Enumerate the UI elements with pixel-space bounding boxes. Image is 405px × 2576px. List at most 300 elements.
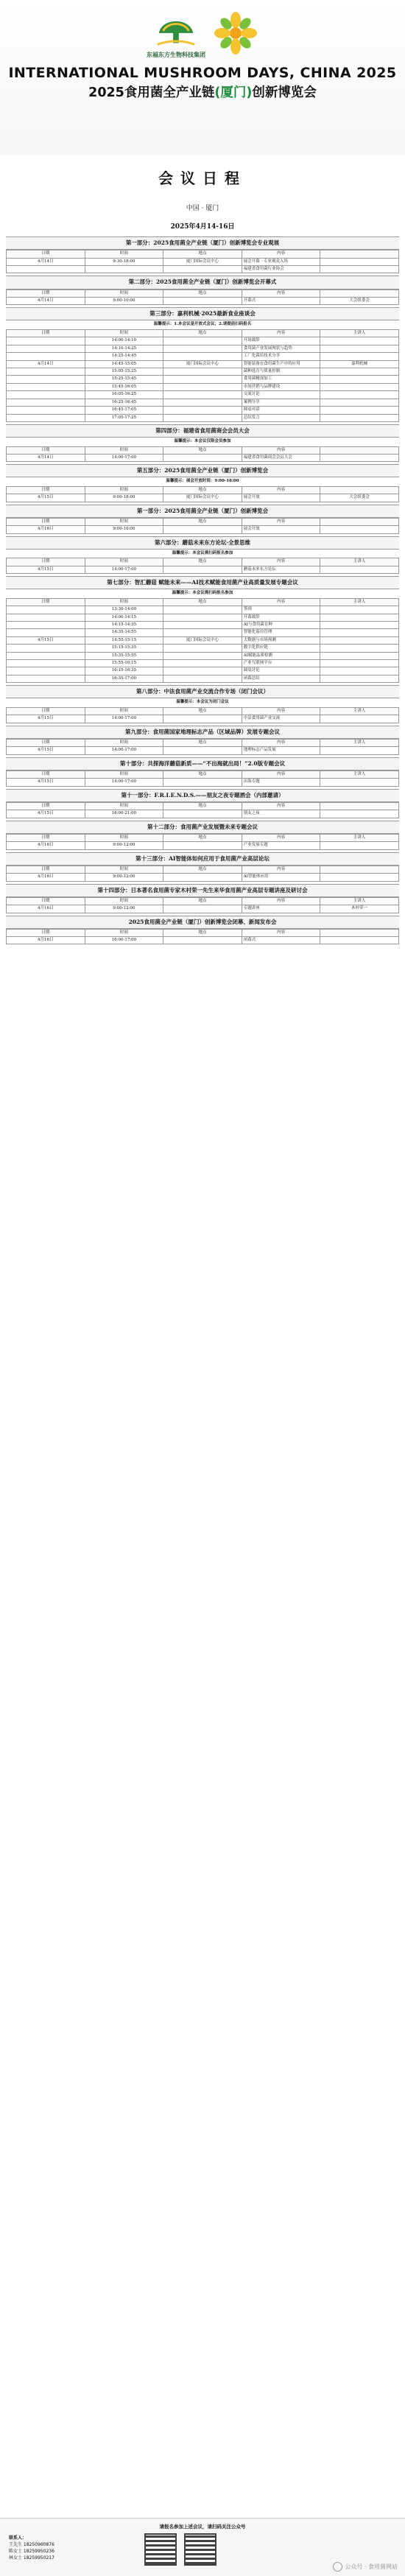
column-header: 内容 — [242, 486, 320, 494]
agenda-table — [6, 289, 399, 306]
table-cell — [320, 810, 399, 818]
column-header: 时间 — [85, 802, 163, 810]
table-header-row — [7, 289, 399, 297]
table-cell: 14:00-14:10 — [85, 337, 163, 345]
table-cell — [163, 454, 242, 461]
section-note: 温馨提示：1.本会议是开放式会议；2.请提前扫码报名 — [153, 322, 252, 327]
column-header: 内容 — [242, 897, 320, 905]
table-cell — [163, 391, 242, 399]
section-title: 第一部分：2025食用菌全产业链（厦门）创新博览会专业观展 — [6, 236, 399, 250]
column-header: 内容 — [242, 518, 320, 525]
table-row — [7, 407, 399, 414]
table-row — [7, 258, 399, 265]
agenda-section — [6, 916, 399, 945]
agenda-table — [6, 802, 399, 818]
table-cell: 4月16日 — [7, 874, 85, 881]
table-cell — [320, 353, 399, 360]
column-header: 日期 — [7, 289, 85, 297]
column-header: 日期 — [7, 250, 85, 258]
table-header-row — [7, 771, 399, 778]
table-cell: 16:05-16:25 — [85, 391, 163, 399]
column-header: 地点 — [163, 558, 242, 566]
table-cell: 4月15日 — [7, 747, 85, 754]
table-row — [7, 779, 399, 786]
table-cell — [163, 606, 242, 614]
table-cell: 4月15日 — [7, 566, 85, 573]
table-cell: 9:00-12:00 — [85, 905, 163, 913]
section-title: 第十四部分：日本著名食用菌专家木村荣一先生来华食用菌产业高层专题讲座及研讨会 — [6, 884, 399, 897]
column-header: 地点 — [163, 771, 242, 778]
table-header-row — [7, 929, 399, 936]
table-cell: 14:55-15:15 — [85, 636, 163, 644]
table-row — [7, 337, 399, 345]
table-cell — [163, 621, 242, 628]
table-cell: 展会开放 — [242, 494, 320, 502]
table-cell — [320, 645, 399, 652]
table-cell: 工厂化栽培技术分享 — [242, 353, 320, 360]
table-cell: 9:00-18:00 — [85, 494, 163, 502]
agenda-section — [6, 307, 399, 422]
column-header: 内容 — [242, 329, 320, 337]
column-header: 时间 — [85, 707, 163, 715]
column-header: 日期 — [7, 897, 85, 905]
contact-item: 林女士 18259950217 — [9, 2555, 54, 2561]
table-cell: 9:30-18:00 — [85, 258, 163, 265]
table-cell: 15:05-15:25 — [85, 368, 163, 376]
table-cell — [7, 337, 85, 345]
column-header: 内容 — [242, 739, 320, 746]
table-row — [7, 660, 399, 667]
column-header: 地点 — [163, 446, 242, 454]
table-cell: 4月16日 — [7, 526, 85, 533]
table-cell — [7, 265, 85, 273]
logos — [0, 0, 405, 59]
table-cell: 智能装备在食用菌生产中的应用 — [242, 360, 320, 368]
column-header: 主讲人 — [320, 598, 399, 606]
table-cell — [320, 407, 399, 414]
column-header: 地点 — [163, 486, 242, 494]
table-row — [7, 494, 399, 502]
table-row — [7, 747, 399, 754]
title-cn — [0, 83, 405, 101]
table-cell — [7, 391, 85, 399]
table-cell — [7, 614, 85, 621]
table-cell: 中法食用菌产业交流 — [242, 715, 320, 723]
column-header — [320, 250, 399, 258]
table-header-row — [7, 866, 399, 873]
column-header: 时间 — [85, 739, 163, 746]
table-cell — [7, 376, 85, 383]
table-cell: 厦门国际会议中心 — [163, 494, 242, 502]
table-cell — [163, 526, 242, 533]
footer-note: 请报名参加上述会议，请扫码关注公众号 — [159, 2524, 246, 2530]
table-cell — [320, 391, 399, 399]
table-cell — [7, 660, 85, 667]
agenda-table — [6, 250, 399, 273]
mushroom-logo-icon — [155, 11, 197, 49]
agenda-sections — [0, 236, 405, 944]
table-cell: 14:00-17:00 — [85, 715, 163, 723]
table-cell: 闭幕式 — [242, 937, 320, 944]
table-row — [7, 414, 399, 421]
table-cell: 15:25-15:45 — [85, 376, 163, 383]
table-cell: 16:25-16:45 — [85, 399, 163, 406]
table-cell: 9:00-12:00 — [85, 842, 163, 849]
table-cell — [320, 874, 399, 881]
section-title: 第八部分：中法食用菌产业交流合作专场（闭门会议） — [6, 685, 399, 698]
table-cell — [320, 258, 399, 265]
table-cell: 16:45-17:05 — [85, 407, 163, 414]
table-cell: 4月14日 — [7, 454, 85, 461]
column-header: 内容 — [242, 834, 320, 841]
table-cell: 4月15日 — [7, 636, 85, 644]
contact-item: 王先生 18250960876 — [9, 2542, 54, 2547]
column-header: 时间 — [85, 771, 163, 778]
column-header — [320, 929, 399, 936]
agenda-table — [6, 771, 399, 787]
table-cell: 嘉利机械 — [320, 360, 399, 368]
column-header: 地点 — [163, 802, 242, 810]
section-title: 第十三部分：AI智能体如何应用于食用菌产业高层论坛 — [6, 852, 399, 866]
column-header: 主讲人 — [320, 771, 399, 778]
column-header: 时间 — [85, 329, 163, 337]
column-header: 地点 — [163, 598, 242, 606]
agenda-section — [6, 821, 399, 850]
expo-logo — [213, 10, 258, 59]
table-cell: 厦门国际会议中心 — [163, 258, 242, 265]
table-cell: 4月16日 — [7, 905, 85, 913]
table-cell — [163, 779, 242, 786]
column-header: 时间 — [85, 250, 163, 258]
agenda-section — [6, 726, 399, 755]
table-cell — [320, 399, 399, 406]
table-cell — [163, 399, 242, 406]
table-cell — [320, 660, 399, 667]
section-note: 温馨提示：展会开放时间：9:00-18:00 — [166, 479, 239, 484]
table-cell: 15:55-16:15 — [85, 660, 163, 667]
table-cell: AI赋能品质检测 — [242, 652, 320, 659]
column-header: 日期 — [7, 518, 85, 525]
column-header: 地点 — [163, 897, 242, 905]
table-row — [7, 874, 399, 881]
date-line: 2025年4月14-16日 — [170, 223, 235, 231]
watermark-text: 公众号 · 食用菌网站 — [345, 2563, 398, 2570]
column-header — [320, 866, 399, 873]
column-header — [320, 518, 399, 525]
table-cell — [7, 675, 85, 682]
agenda-title: 会议日程 — [158, 169, 247, 187]
column-header: 日期 — [7, 929, 85, 936]
agenda-table — [6, 707, 399, 723]
table-row — [7, 652, 399, 659]
table-cell: 厦门国际会议中心 — [163, 360, 242, 368]
column-header — [320, 486, 399, 494]
column-header: 地点 — [163, 329, 242, 337]
table-cell — [320, 636, 399, 644]
table-cell — [320, 937, 399, 944]
column-header: 内容 — [242, 446, 320, 454]
column-header: 时间 — [85, 897, 163, 905]
table-cell — [7, 621, 85, 628]
table-cell: 总结发言 — [242, 414, 320, 421]
contacts-head: 联系人： — [9, 2535, 27, 2541]
contact-item: 陈女士 18259950236 — [9, 2549, 54, 2554]
table-cell — [320, 614, 399, 621]
table-cell — [163, 874, 242, 881]
table-cell — [163, 376, 242, 383]
table-row — [7, 810, 399, 818]
agenda-section — [6, 685, 399, 723]
table-cell: 智能化菇房管理 — [242, 629, 320, 636]
agenda-section — [6, 276, 399, 305]
table-cell — [7, 629, 85, 636]
table-cell — [163, 715, 242, 723]
table-cell — [320, 376, 399, 383]
table-row — [7, 345, 399, 352]
table-row — [7, 614, 399, 621]
qr-code-icon[interactable] — [144, 2533, 177, 2566]
table-cell: 食用菌产业发展现状与趋势 — [242, 345, 320, 352]
section-note: 温馨提示：本会议需扫码报名参加 — [172, 550, 233, 555]
table-header-row — [7, 834, 399, 841]
agenda-section — [6, 236, 399, 273]
agenda-section — [6, 536, 399, 574]
table-cell — [163, 747, 242, 754]
table-row — [7, 566, 399, 573]
column-header: 时间 — [85, 598, 163, 606]
column-header: 内容 — [242, 866, 320, 873]
table-cell — [163, 265, 242, 273]
table-row — [7, 905, 399, 913]
table-cell — [320, 667, 399, 675]
table-row — [7, 675, 399, 682]
table-cell: 4月15日 — [7, 715, 85, 723]
table-cell — [320, 337, 399, 345]
table-cell — [320, 526, 399, 533]
flower-logo-icon — [213, 10, 258, 56]
table-header-row — [7, 518, 399, 525]
agenda-section — [6, 884, 399, 913]
table-row — [7, 383, 399, 390]
table-cell: 4月14日 — [7, 360, 85, 368]
table-cell: 14:10-14:25 — [85, 345, 163, 352]
column-header: 内容 — [242, 289, 320, 297]
table-row — [7, 391, 399, 399]
column-header — [320, 289, 399, 297]
table-cell: 14:00-17:00 — [85, 454, 163, 461]
table-cell: 木村荣一 — [320, 905, 399, 913]
table-cell: 专题讲座 — [242, 905, 320, 913]
table-cell — [163, 842, 242, 849]
column-header: 日期 — [7, 329, 85, 337]
table-row — [7, 526, 399, 533]
column-header: 内容 — [242, 929, 320, 936]
column-header: 日期 — [7, 866, 85, 873]
table-cell: 14:15-14:35 — [85, 621, 163, 628]
table-cell: 9:00-10:00 — [85, 297, 163, 304]
table-row — [7, 606, 399, 614]
table-cell: AI智能体应用 — [242, 874, 320, 881]
title-cn-highlight: (厦门) — [214, 85, 253, 100]
table-row — [7, 297, 399, 304]
table-cell: 13:30-14:00 — [85, 606, 163, 614]
table-cell: 食用菌精深加工 — [242, 376, 320, 383]
column-header: 地点 — [163, 250, 242, 258]
table-cell — [163, 353, 242, 360]
agenda-table — [6, 329, 399, 422]
table-cell: 数字化供应链 — [242, 645, 320, 652]
section-title: 第四部分：福建省食用菌商会会员大会 — [6, 424, 399, 438]
agenda-table — [6, 446, 399, 463]
table-cell: 4月15日 — [7, 810, 85, 818]
column-header: 地点 — [163, 707, 242, 715]
table-cell — [7, 667, 85, 675]
table-cell: 出海专题 — [242, 779, 320, 786]
table-row — [7, 399, 399, 406]
section-title: 第十二部分：食用菌产业发展暨未来专题会议 — [6, 821, 399, 834]
title-cn-prefix: 2025食用菌全产业链 — [88, 85, 215, 100]
table-cell — [163, 383, 242, 390]
table-cell — [320, 629, 399, 636]
table-cell — [163, 645, 242, 652]
column-header: 时间 — [85, 486, 163, 494]
column-header: 地点 — [163, 834, 242, 841]
column-header: 主讲人 — [320, 329, 399, 337]
table-cell: 菌种选育与质量控制 — [242, 368, 320, 376]
footer — [0, 2518, 405, 2576]
table-cell: 14:00-17:00 — [85, 779, 163, 786]
column-header: 时间 — [85, 866, 163, 873]
table-cell — [163, 407, 242, 414]
table-cell: 4月14日 — [7, 258, 85, 265]
column-header: 地点 — [163, 929, 242, 936]
table-cell: 闭幕总结 — [242, 675, 320, 682]
agenda-table — [6, 518, 399, 534]
table-cell: 开场致辞 — [242, 337, 320, 345]
section-title: 第十部分：共探海洋蘑菇新质——“不出海就出局！”2.0版专题会议 — [6, 757, 399, 771]
section-title: 第七部分：智汇蘑菇 赋能未来——AI技术赋能食用菌产业高质量发展专题会议 — [6, 576, 399, 589]
agenda-table — [6, 486, 399, 502]
table-cell — [320, 747, 399, 754]
table-cell: 大数据与市场预测 — [242, 636, 320, 644]
column-header: 日期 — [7, 446, 85, 454]
column-header: 内容 — [242, 250, 320, 258]
table-cell: 17:05-17:25 — [85, 414, 163, 421]
agenda-table — [6, 866, 399, 882]
agenda-table — [6, 739, 399, 755]
column-header: 日期 — [7, 802, 85, 810]
table-cell — [320, 652, 399, 659]
column-header — [320, 446, 399, 454]
section-title: 第三部分：嘉利机械·2025最新食业座谈会 — [6, 307, 399, 320]
table-row — [7, 937, 399, 944]
table-row — [7, 629, 399, 636]
column-header: 时间 — [85, 518, 163, 525]
table-cell — [163, 660, 242, 667]
table-cell — [7, 652, 85, 659]
table-header-row — [7, 446, 399, 454]
agenda-table — [6, 558, 399, 574]
table-cell — [163, 810, 242, 818]
table-cell — [163, 337, 242, 345]
column-header: 日期 — [7, 834, 85, 841]
column-header: 内容 — [242, 598, 320, 606]
table-row — [7, 454, 399, 461]
column-header: 时间 — [85, 929, 163, 936]
agenda-section — [6, 505, 399, 534]
table-cell: AI与食用菌育种 — [242, 621, 320, 628]
table-cell — [7, 645, 85, 652]
table-cell: 签到 — [242, 606, 320, 614]
column-header: 内容 — [242, 558, 320, 566]
table-cell: 18:00-21:00 — [85, 810, 163, 818]
table-cell — [320, 779, 399, 786]
table-row — [7, 368, 399, 376]
table-cell: 开幕式 — [242, 297, 320, 304]
section-title: 第六部分：蘑菇未来东方论坛·全景思维 — [6, 536, 399, 550]
agenda-section — [6, 424, 399, 462]
table-cell: 16:35-17:00 — [85, 675, 163, 682]
section-title: 2025食用菌全产业链（厦门）创新博览会闭幕、新闻发布会 — [6, 916, 399, 929]
table-header-row — [7, 802, 399, 810]
agenda-table — [6, 929, 399, 945]
section-title: 第二部分：2025食用菌全产业链（厦门）创新博览会开幕式 — [6, 276, 399, 289]
table-cell — [320, 414, 399, 421]
table-cell: 圆桌讨论 — [242, 667, 320, 675]
agenda-section — [6, 789, 399, 818]
table-row — [7, 621, 399, 628]
agenda-table — [6, 897, 399, 913]
table-cell — [320, 265, 399, 273]
table-header-row — [7, 707, 399, 715]
table-cell: 蘑菇未来东方论坛 — [242, 566, 320, 573]
table-cell: 厦门国际会议中心 — [163, 636, 242, 644]
table-cell: 14:00-14:15 — [85, 614, 163, 621]
table-cell: 大会组委会 — [320, 494, 399, 502]
table-header-row — [7, 250, 399, 258]
column-header: 时间 — [85, 289, 163, 297]
qr-code-icon[interactable] — [184, 2533, 216, 2566]
table-row — [7, 353, 399, 360]
table-cell: 14:45-15:05 — [85, 360, 163, 368]
column-header: 日期 — [7, 739, 85, 746]
column-header: 地点 — [163, 866, 242, 873]
table-cell: 4月16日 — [7, 842, 85, 849]
table-cell — [7, 606, 85, 614]
table-cell: 4月15日 — [7, 494, 85, 502]
table-cell — [163, 652, 242, 659]
column-header: 日期 — [7, 707, 85, 715]
header — [0, 0, 405, 155]
location: 中国 · 厦门 — [186, 205, 219, 212]
column-header: 地点 — [163, 289, 242, 297]
agenda-section — [6, 576, 399, 683]
table-cell — [7, 414, 85, 421]
table-cell: 14:35-14:55 — [85, 629, 163, 636]
table-header-row — [7, 486, 399, 494]
column-header: 主讲人 — [320, 707, 399, 715]
table-cell — [163, 667, 242, 675]
table-cell: 16:00-17:00 — [85, 937, 163, 944]
contacts — [9, 2535, 54, 2561]
table-cell: 15:45-16:05 — [85, 383, 163, 390]
table-header-row — [7, 598, 399, 606]
agenda-table — [6, 834, 399, 850]
column-header: 时间 — [85, 446, 163, 454]
table-cell: 15:35-15:55 — [85, 652, 163, 659]
section-title: 第五部分：2025食用菌全产业链（厦门）创新博览会 — [6, 464, 399, 477]
table-cell — [7, 368, 85, 376]
